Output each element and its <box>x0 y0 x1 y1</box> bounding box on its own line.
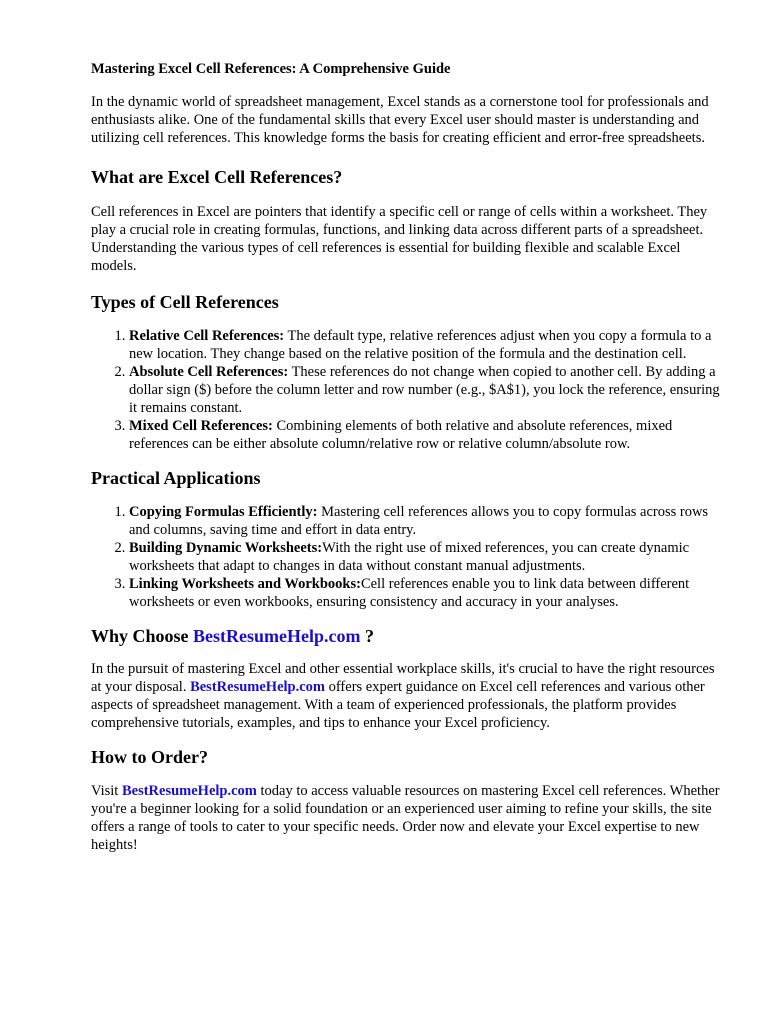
heading-why-suffix: ? <box>360 626 374 646</box>
list-item <box>129 363 727 417</box>
list-item <box>129 327 727 363</box>
types-list <box>91 327 727 453</box>
list-item-text: With the right use of mixed references, you can create dynamic worksheets that adapt to changes in data without constant manual adjustments. <box>129 540 690 574</box>
order-site-link[interactable]: BestResumeHelp.com <box>121 783 257 799</box>
list-item <box>129 575 727 611</box>
list-item-text: These references do not change when copied to another cell. By adding a dollar sign ($) before the column letter and row number (e.g., $A$1), you lock the reference, ensuring it remains constant. <box>129 364 720 416</box>
list-item-term: Building Dynamic Worksheets: <box>129 540 323 556</box>
order-text-after: today to access valuable resources on mastering Excel cell references. Whether you're a beginner looking for a solid foundation or an experienced user aiming to refine your skills, the site offers a range of tools to cater to your specific needs. Order now and elevate your Excel expertise to new heights! <box>91 783 720 853</box>
why-site-link[interactable]: BestResumeHelp.com <box>190 679 325 695</box>
document-content <box>91 60 727 854</box>
how-to-order-paragraph <box>91 782 727 854</box>
list-item-term: Mixed Cell References: <box>129 418 273 434</box>
heading-how-to-order: How to Order? <box>91 747 208 767</box>
heading-site-link[interactable]: BestResumeHelp.com <box>193 626 361 646</box>
why-text-after: offers expert guidance on Excel cell references and various other aspects of spreadsheet management. With a team of experienced professionals, the platform provides comprehensive tutorials, examples, and tips to enhance your Excel proficiency. <box>91 679 705 731</box>
heading-what-are-cell-references: What are Excel Cell References? <box>91 167 343 187</box>
list-item <box>129 417 727 453</box>
why-choose-paragraph <box>91 660 727 732</box>
list-item-term: Copying Formulas Efficiently: <box>129 504 318 520</box>
what-are-cell-references-paragraph: Cell references in Excel are pointers that identify a specific cell or range of cells within a worksheet. They play a crucial role in creating formulas, functions, and linking data across different parts of a spreadsheet. Understanding the various types of cell references is essential for building flexible and scalable Excel models. <box>91 204 708 274</box>
order-text-before: Visit <box>91 783 122 799</box>
list-item-term: Relative Cell References: <box>129 328 285 344</box>
list-item-term: Absolute Cell References: <box>129 364 289 380</box>
list-item-text: The default type, relative references adjust when you copy a formula to a new location. They change based on the relative position of the formula and the destination cell. <box>129 328 712 362</box>
practical-list <box>91 503 727 611</box>
list-item <box>129 503 727 539</box>
list-item-text: Cell references enable you to link data between different worksheets or even workbooks, ensuring consistency and accuracy in your analyses. <box>129 576 690 610</box>
list-item-text: Mastering cell references allows you to copy formulas across rows and columns, saving time and effort in data entry. <box>129 504 709 538</box>
document-title: Mastering Excel Cell References: A Comprehensive Guide <box>91 61 451 77</box>
intro-paragraph: In the dynamic world of spreadsheet management, Excel stands as a cornerstone tool for professionals and enthusiasts alike. One of the fundamental skills that every Excel user should master is understanding and utilizing cell references. This knowledge forms the basis for creating efficient and error-free spreadsheets. <box>91 94 709 146</box>
list-item-term: Linking Worksheets and Workbooks: <box>129 576 361 592</box>
list-item-text: Combining elements of both relative and absolute references, mixed references can be either absolute column/relative row or relative column/absolute row. <box>129 418 673 452</box>
heading-practical-applications: Practical Applications <box>91 468 261 488</box>
why-text-before: In the pursuit of mastering Excel and other essential workplace skills, it's crucial to have the right resources at your disposal. <box>91 661 715 695</box>
heading-why-choose <box>91 625 727 647</box>
list-item <box>129 539 727 575</box>
heading-why-prefix: Why Choose <box>91 626 194 646</box>
heading-types-of-cell-references: Types of Cell References <box>91 292 279 312</box>
